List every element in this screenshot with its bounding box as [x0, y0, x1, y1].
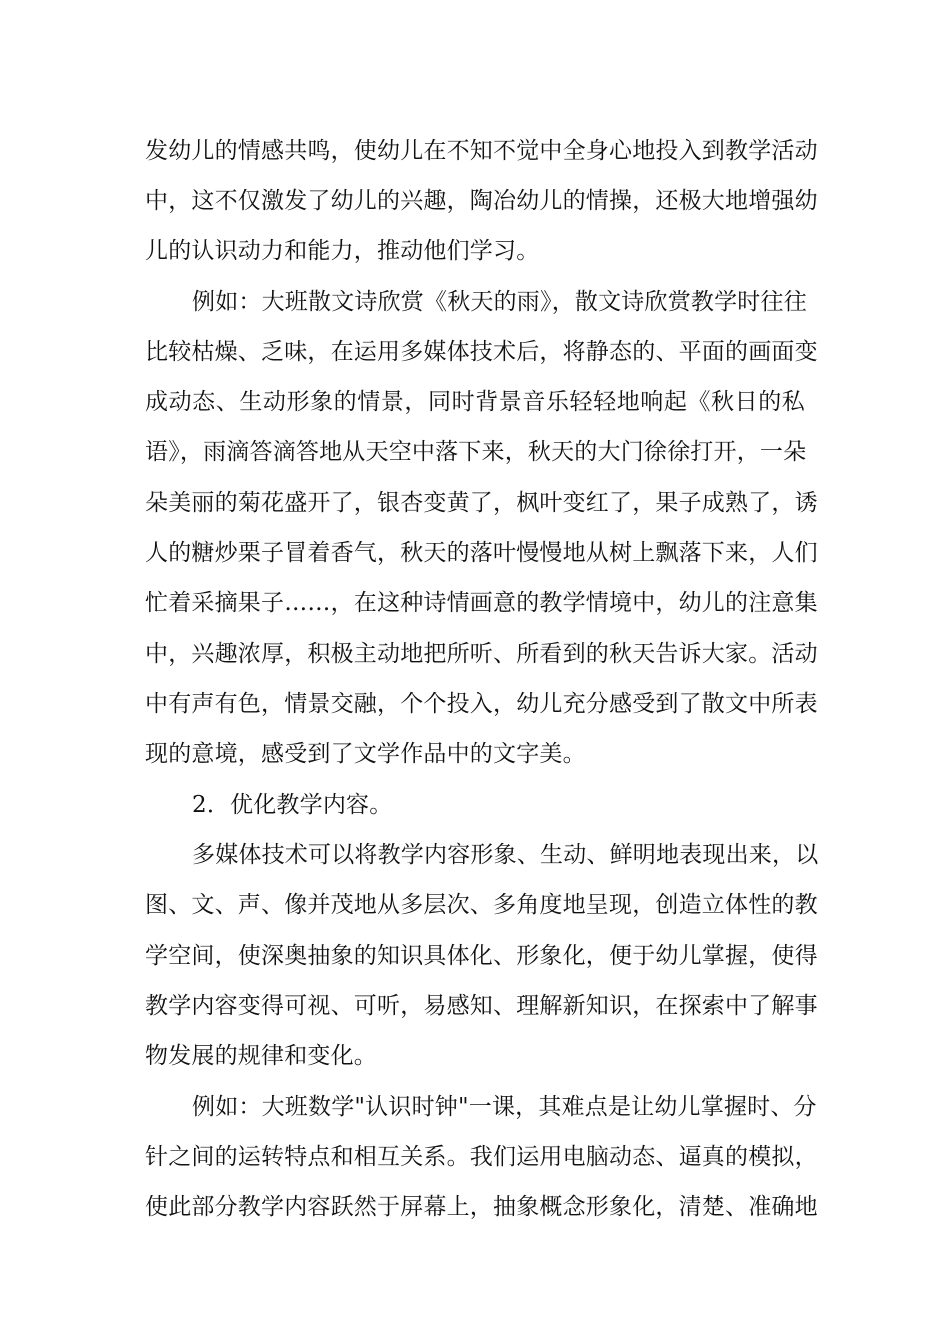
text-line: 例如：大班数学"认识时钟"一课，其难点是让幼儿掌握时、分 — [192, 1094, 817, 1120]
text-line: 学空间，使深奥抽象的知识具体化、形象化，便于幼儿掌握，使得 — [145, 943, 818, 969]
text-line: 发幼儿的情感共鸣，使幼儿在不知不觉中全身心地投入到教学活动 — [145, 138, 818, 164]
text-line: 语》，雨滴答滴答地从天空中落下来，秋天的大门徐徐打开，一朵 — [145, 439, 807, 465]
text-line: 中，兴趣浓厚，积极主动地把所听、所看到的秋天告诉大家。活动 — [145, 641, 818, 667]
text-line: 中有声有色，情景交融，个个投入，幼儿充分感受到了散文中所表 — [145, 691, 818, 717]
section-heading: 2．优化教学内容。 — [192, 792, 393, 818]
text-line: 中，这不仅激发了幼儿的兴趣，陶冶幼儿的情操，还极大地增强幼 — [145, 188, 818, 214]
text-line: 现的意境，感受到了文学作品中的文字美。 — [145, 741, 586, 767]
text-line: 多媒体技术可以将教学内容形象、生动、鲜明地表现出来，以 — [192, 842, 819, 868]
text-line: 使此部分教学内容跃然于屏幕上，抽象概念形象化，清楚、准确地 — [145, 1194, 818, 1220]
text-line: 人的糖炒栗子冒着香气，秋天的落叶慢慢地从树上飘落下来，人们 — [145, 540, 818, 566]
text-line: 图、文、声、像并茂地从多层次、多角度地呈现，创造立体性的教 — [145, 892, 818, 918]
text-line: 忙着采摘果子……，在这种诗情画意的教学情境中，幼儿的注意集 — [145, 590, 818, 616]
text-line: 比较枯燥、乏味，在运用多媒体技术后，将静态的、平面的画面变 — [145, 339, 818, 365]
text-line: 例如：大班散文诗欣赏《秋天的雨》，散文诗欣赏教学时往往 — [192, 289, 807, 315]
text-line: 针之间的运转特点和相互关系。我们运用电脑动态、逼真的模拟， — [145, 1144, 818, 1170]
text-line: 物发展的规律和变化。 — [145, 1043, 377, 1069]
text-line: 朵美丽的菊花盛开了，银杏变黄了，枫叶变红了，果子成熟了，诱 — [145, 490, 818, 516]
text-line: 教学内容变得可视、可听，易感知、理解新知识，在探索中了解事 — [145, 993, 818, 1019]
text-line: 成动态、生动形象的情景，同时背景音乐轻轻地响起《秋日的私 — [145, 389, 805, 415]
text-line: 儿的认识动力和能力，推动他们学习。 — [145, 238, 540, 264]
